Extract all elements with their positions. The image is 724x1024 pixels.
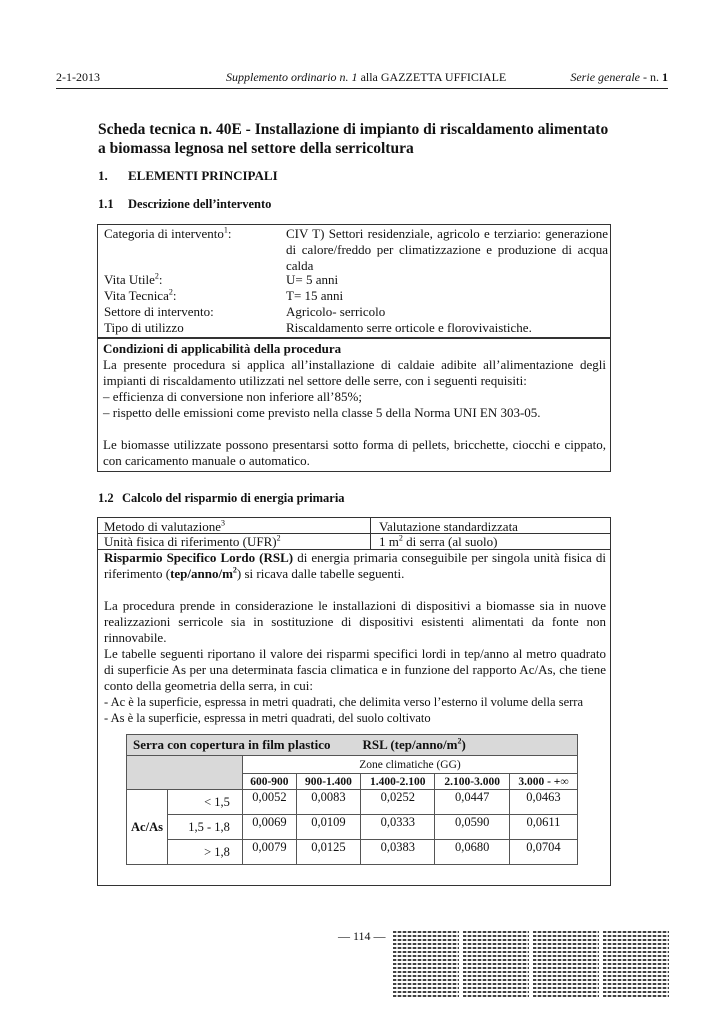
column-divider (370, 518, 371, 550)
zones-label: Zone climatiche (GG) (242, 756, 577, 774)
table-zone-row (127, 756, 578, 774)
rsl-table (126, 734, 578, 865)
header-series: Serie generale - n. 1 (570, 70, 668, 84)
section-heading-1-2: 1.2 Calcolo del risparmio di energia primaria (98, 491, 345, 505)
header-date: 2-1-2013 (56, 70, 100, 84)
table-cell: 0,0704 (509, 840, 577, 865)
table-cell: 0,0680 (435, 840, 509, 865)
biomass-paragraph: Le biomasse utilizzate possono presentarsi sotto forma di pellets, bricchette, ciocchi e cippato, con caricamento manuale o automatico. (103, 437, 606, 468)
row-header-acas: Ac/As (127, 790, 168, 865)
value-tipo-utilizzo: Riscaldamento serre orticole e florovivaistiche. (286, 320, 532, 335)
zone-header: 1.400-2.100 (361, 774, 435, 790)
applicability-box (97, 338, 611, 472)
table-row (127, 815, 578, 840)
as-definition: - As è la superficie, espressa in metri quadrati, del suolo coltivato (104, 711, 431, 725)
table-cell: 0,0252 (361, 790, 435, 815)
unit-value: 1 $m^2$ di serra (al suolo) (379, 533, 498, 549)
applicability-heading: Condizioni di applicabilità della procedura (103, 341, 342, 356)
row-category: Categoria di intervento$^1$: CIV T) Settori residenziale, agricolo e terziario: generazione di calore/freddo per climatizzazione e produzione di acqua calda (104, 225, 608, 273)
row-label: < 1,5 (168, 790, 243, 815)
table-row (127, 790, 578, 815)
ac-definition: - Ac è la superficie, espressa in metri quadrati, che delimita verso l’esterno il volume della serra (104, 695, 583, 709)
table-cell: 0,0069 (242, 815, 296, 840)
table-cell: 0,0463 (509, 790, 577, 815)
row-settore: Settore di intervento: Agricolo- serricolo (104, 304, 214, 320)
table-cell: 0,0590 (435, 815, 509, 840)
datamatrix-code (533, 929, 599, 997)
zone-header: 3.000 - +∞ (509, 774, 577, 790)
table-cell: 0,0611 (509, 815, 577, 840)
requirement-2: – rispetto delle emissioni come previsto nella classe 5 della Norma UNI EN 303-05. (103, 405, 541, 420)
procedure-paragraph: La procedura prende in considerazione le installazioni di dispositivi a biomasse sia in nuove realizzazioni serricole sia in sostituzione di dispositivi esistenti alimentati da fonte non rinnovabile. (104, 598, 606, 645)
row-label: > 1,8 (168, 840, 243, 865)
header-publication: Supplemento ordinario n. 1 alla GAZZETTA UFFICIALE (226, 70, 507, 84)
tables-paragraph: Le tabelle seguenti riportano il valore dei risparmi specifici lordi in tep/anno al metro quadrato di superficie As per una determinata fascia climatica e in funzione del rapporto Ac/As, che tiene conto della geometria della serra, in cui: (104, 646, 606, 693)
section-heading-1-1: 1.1 Descrizione dell’intervento (98, 197, 272, 211)
header-rule (56, 88, 668, 89)
table-cell: 0,0333 (361, 815, 435, 840)
row-tipo-utilizzo: Tipo di utilizzo Riscaldamento serre orticole e florovivaistiche. (104, 320, 184, 336)
table-cell: 0,0447 (435, 790, 509, 815)
datamatrix-code (393, 929, 459, 997)
table-cell: 0,0079 (242, 840, 296, 865)
value-vita-utile: U= 5 anni (286, 272, 339, 287)
datamatrix-code (603, 929, 669, 997)
rsl-paragraph: Risparmio Specifico Lordo (RSL) di energia primaria conseguibile per singola unità fisica di riferimento $(tep/anno/m^2)$ si ricava dalle tabelle seguenti. La procedura prende in considerazione le installazioni di dispositivi a biomasse sia in nuove realizzazioni serricole sia in sostituzione di dispositivi esistenti alimentati da fonte non rinnovabile. Le tabelle seguenti riportano il valore dei risparmi specifici lordi in tep/anno al metro quadrato di superficie As per una determinata fascia climatica e in funzione del rapporto Ac/As, che tiene conto della geometria della serra, in cui: - Ac è la superficie, espressa in metri quadrati, che delimita verso l’esterno il volume della serra - As è la superficie, espressa in metri quadrati, del suolo coltivato (104, 550, 606, 725)
zone-header: 600-900 (242, 774, 296, 790)
page-number: — 114 — (338, 929, 386, 943)
table-cell: 0,0383 (361, 840, 435, 865)
page-header (56, 70, 668, 86)
table-cell: 0,0083 (296, 790, 360, 815)
zone-header: 900-1.400 (296, 774, 360, 790)
datamatrix-code (463, 929, 529, 997)
table-cell: 0,0125 (296, 840, 360, 865)
table-cell: 0,0052 (242, 790, 296, 815)
row-vita-tecnica: Vita Tecnica$^2$: T= 15 anni (104, 288, 176, 304)
row-vita-utile: Vita Utile$^2$: U= 5 anni (104, 272, 162, 288)
document-title: Scheda tecnica n. 40E - Installazione di impianto di riscaldamento alimentato a biomassa legnosa nel settore della serricoltura (98, 121, 609, 157)
row-label: 1,5 - 1,8 (168, 815, 243, 840)
section-heading-1: 1. ELEMENTI PRINCIPALI (98, 168, 278, 183)
table-title-row (127, 735, 578, 756)
zone-header: 2.100-3.000 (435, 774, 509, 790)
table-row (127, 840, 578, 865)
unit-label: Unità fisica di riferimento (UFR)$^2$ (104, 533, 281, 549)
value-vita-tecnica: T= 15 anni (286, 288, 344, 303)
requirement-1: – efficienza di conversione non inferiore all’85%; (103, 389, 362, 404)
description-box (97, 224, 611, 338)
table-title: Serra con copertura in film plastico RSL $(tep/anno/m^2)$ (127, 735, 578, 756)
table-corner (127, 756, 243, 790)
applicability-intro: La presente procedura si applica all’installazione di caldaie adibite all’alimentazione degli impianti di riscaldamento utilizzati nel settore delle serre, con i seguenti requisiti: (103, 357, 606, 388)
method-label: Metodo di valutazione$^3$ (104, 518, 225, 534)
value-category: CIV T) Settori residenziale, agricolo e terziario: generazione di calore/freddo per climatizzazione e produzione di acqua calda (286, 226, 608, 273)
table-cell: 0,0109 (296, 815, 360, 840)
method-value: Valutazione standardizzata (379, 519, 518, 534)
value-settore: Agricolo- serricolo (286, 304, 386, 319)
